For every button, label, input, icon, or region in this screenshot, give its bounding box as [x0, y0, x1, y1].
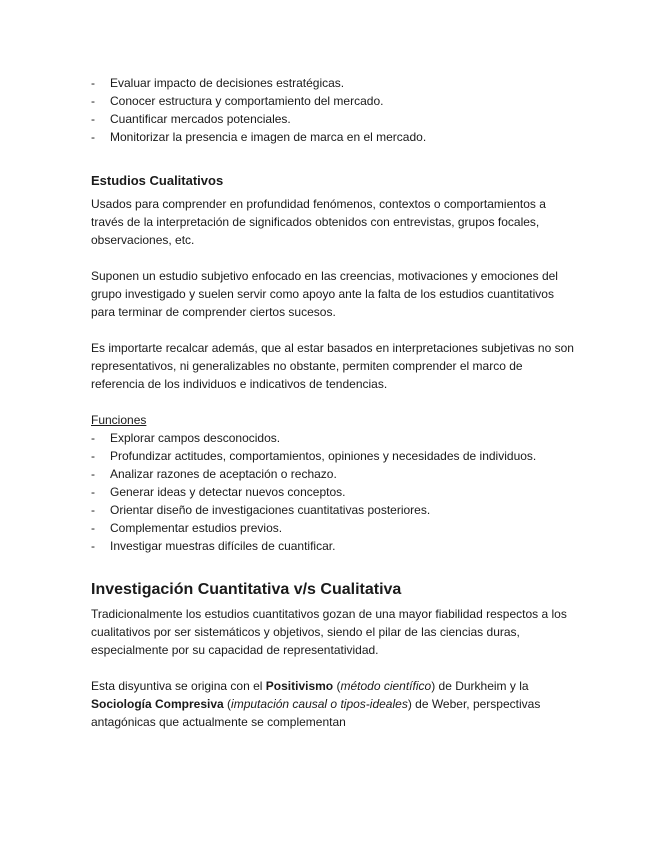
- document-content: [91, 74, 576, 731]
- list-item: - Complementar estudios previos.: [91, 519, 576, 537]
- list-item: - Analizar razones de aceptación o rechazo.: [91, 465, 576, 483]
- list-item: - Cuantificar mercados potenciales.: [91, 110, 576, 128]
- list-item: - Conocer estructura y comportamiento del mercado.: [91, 92, 576, 110]
- functions-list: [91, 429, 576, 555]
- qualitative-heading: Estudios Cualitativos: [91, 173, 224, 188]
- qualitative-paragraph-3: Es importarte recalcar además, que al estar basados en interpretaciones subjetivas no son representativos, ni generalizables no obstante, permiten comprender el marco de referencia de los individuos e indicativos de tendencias.: [91, 341, 574, 391]
- list-item: - Orientar diseño de investigaciones cuantitativas posteriores.: [91, 501, 576, 519]
- text-run: Esta disyuntiva se origina con el: [91, 679, 266, 693]
- imputacion-causal-term: imputación causal o tipos-ideales: [231, 697, 408, 711]
- comparison-paragraph-2: [91, 677, 576, 731]
- list-item: - Evaluar impacto de decisiones estratégicas.: [91, 74, 576, 92]
- functions-label: Funciones: [91, 413, 147, 427]
- list-item: - Profundizar actitudes, comportamientos, opiniones y necesidades de individuos.: [91, 447, 576, 465]
- text-run: (: [223, 697, 232, 711]
- comparison-paragraph-1: Tradicionalmente los estudios cuantitativos gozan de una mayor fiabilidad respectos a los cualitativos por ser sistemáticos y objetivos, siendo el pilar de las ciencias duras, especialmente por su capacidad de representatividad.: [91, 607, 567, 657]
- list-item: - Investigar muestras difíciles de cuantificar.: [91, 537, 576, 555]
- qualitative-paragraph-1: Usados para comprender en profundidad fenómenos, contextos o comportamientos a través de la interpretación de significados obtenidos con entrevistas, grupos focales, observaciones, etc.: [91, 197, 546, 247]
- list-item: - Generar ideas y detectar nuevos conceptos.: [91, 483, 576, 501]
- text-run: ) de Weber, perspectivas antagónicas que actualmente se complementan: [91, 697, 541, 729]
- text-run: ) de Durkheim y la: [431, 679, 529, 693]
- qualitative-paragraph-2: Suponen un estudio subjetivo enfocado en las creencias, motivaciones y emociones del grupo investigado y suelen servir como apoyo ante la falta de los estudios cuantitativos para terminar de comprender ciertos sucesos.: [91, 269, 558, 319]
- comparison-heading: Investigación Cuantitativa v/s Cualitativa: [91, 581, 402, 598]
- sociologia-compresiva-term: Sociología Compresiva: [91, 697, 224, 711]
- metodo-cientifico-term: método científico: [340, 679, 432, 693]
- positivismo-term: Positivismo: [265, 679, 334, 693]
- text-run: (: [333, 679, 341, 693]
- list-item: - Monitorizar la presencia e imagen de marca en el mercado.: [91, 128, 576, 146]
- list-item: - Explorar campos desconocidos.: [91, 429, 576, 447]
- objectives-list: [91, 74, 576, 146]
